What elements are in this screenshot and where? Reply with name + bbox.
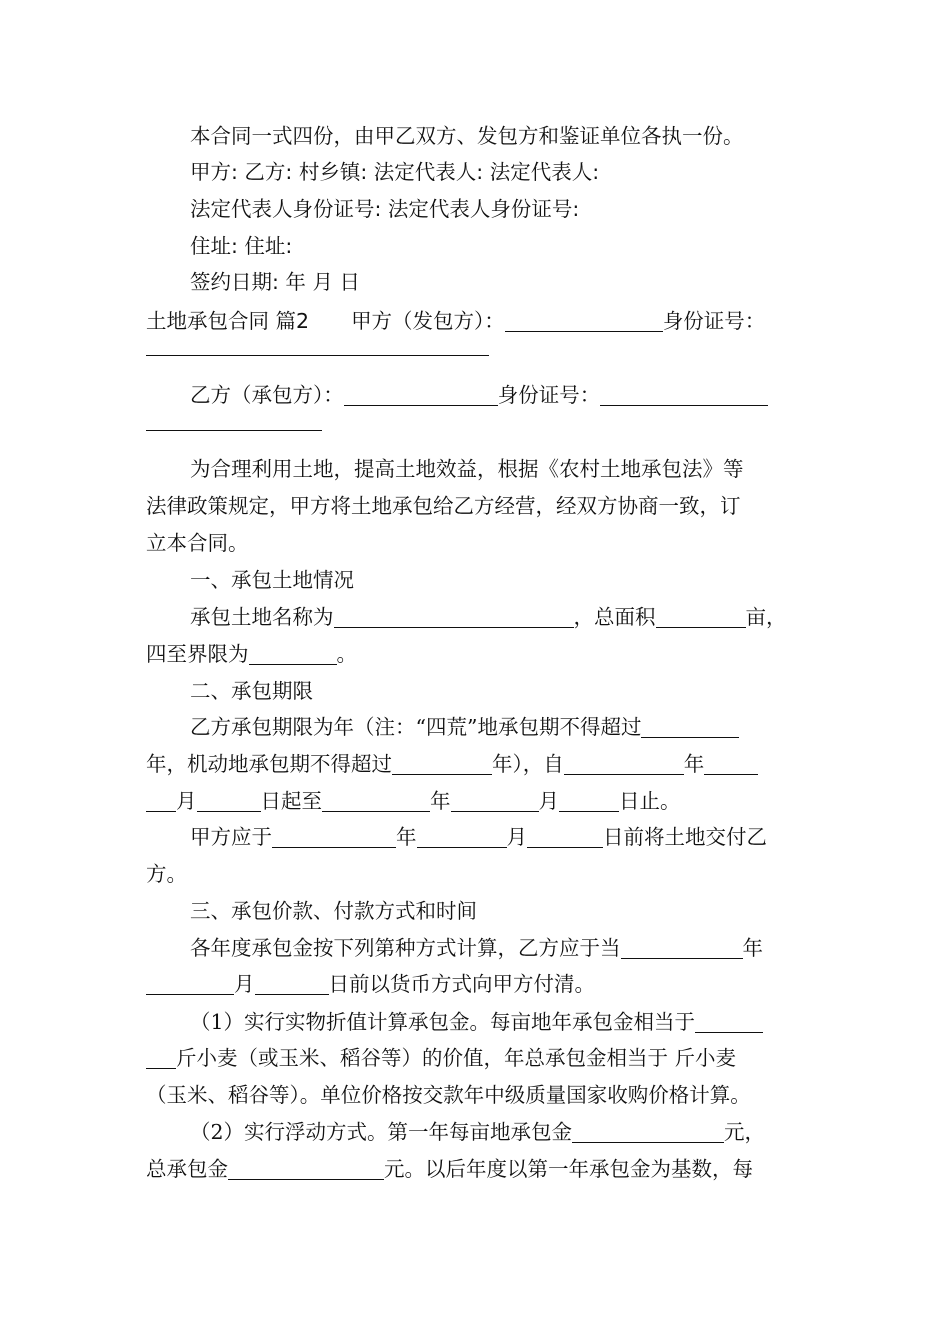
delivery-line xyxy=(190,823,767,851)
text-segment: 四至界限为 xyxy=(146,642,249,666)
text-segment: 承包土地名称为 xyxy=(190,605,334,629)
section-3-heading: 三、承包价款、付款方式和时间 xyxy=(190,899,477,923)
blank-field xyxy=(600,385,768,406)
party-b-line xyxy=(190,381,768,409)
text-segment: 。 xyxy=(336,642,357,666)
method-1-line-2 xyxy=(146,1044,736,1072)
blank-field xyxy=(451,791,539,812)
paragraph-copies: 本合同一式四份，由甲乙双方、发包方和鉴证单位各执一份。 xyxy=(190,124,744,148)
text-segment: （2）实行浮动方式。第一年每亩地承包金 xyxy=(190,1120,573,1144)
land-name-line xyxy=(190,603,787,631)
blank-field xyxy=(146,1048,176,1069)
text-segment: 年，机动地承包期不得超过 xyxy=(146,752,392,776)
paragraph-id-numbers: 法定代表人身份证号: 法定代表人身份证号: xyxy=(190,197,580,221)
id-label: 身份证号： xyxy=(662,309,766,333)
paragraph-parties: 甲方: 乙方: 村乡镇: 法定代表人: 法定代表人: xyxy=(190,160,600,184)
text-segment: 总承包金 xyxy=(146,1157,228,1181)
blank-field xyxy=(228,1159,384,1180)
blank-field xyxy=(272,827,396,848)
text-segment: 亩， xyxy=(745,605,787,629)
blank-field xyxy=(392,754,492,775)
blank-field xyxy=(146,791,176,812)
blank-field xyxy=(344,385,498,406)
method-1-line-3: （玉米、稻谷等）。单位价格按交款年中级质量国家收购价格计算。 xyxy=(146,1083,751,1107)
text-segment: 月 xyxy=(538,789,559,813)
blank-field xyxy=(527,827,603,848)
section-1-heading: 一、承包土地情况 xyxy=(190,568,354,592)
blank-field xyxy=(559,791,619,812)
text-segment: （1）实行实物折值计算承包金。每亩地年承包金相当于 xyxy=(190,1010,696,1034)
payment-line-1 xyxy=(190,934,763,962)
contract-title-line xyxy=(146,307,765,335)
text-segment: 日前以货币方式向甲方付清。 xyxy=(328,972,595,996)
boundary-line xyxy=(146,640,357,668)
method-2-line-1 xyxy=(190,1118,765,1146)
party-a-label: 甲方（发包方）： xyxy=(351,309,505,333)
method-1-line-1 xyxy=(190,1008,763,1036)
text-segment: 日止。 xyxy=(619,789,681,813)
term-line-2 xyxy=(146,750,758,778)
blank-field xyxy=(695,1012,763,1033)
text-segment: 甲方应于 xyxy=(190,825,272,849)
text-segment: 年），自 xyxy=(492,752,564,776)
blank-field xyxy=(322,791,430,812)
text-segment: 日前将土地交付乙 xyxy=(603,825,767,849)
intro-line-1: 为合理利用土地，提高土地效益，根据《农村土地承包法》等 xyxy=(190,457,744,481)
section-2-heading: 二、承包期限 xyxy=(190,679,313,703)
blank-field xyxy=(197,791,261,812)
text-segment: 年 xyxy=(683,752,705,776)
blank-field xyxy=(704,754,758,775)
text-segment: 元。以后年度以第一年承包金为基数，每 xyxy=(384,1157,753,1181)
text-segment: 月 xyxy=(176,789,197,813)
text-segment: 元， xyxy=(724,1120,766,1144)
text-segment: 各年度承包金按下列第种方式计算，乙方应于当 xyxy=(190,936,621,960)
paragraph-address: 住址: 住址: xyxy=(190,234,293,258)
text-segment: 年 xyxy=(396,825,417,849)
method-2-line-2 xyxy=(146,1155,753,1183)
blank-field xyxy=(146,430,322,431)
blank-field xyxy=(656,607,746,628)
blank-field xyxy=(146,974,234,995)
term-line-3 xyxy=(146,787,681,815)
blank-field xyxy=(417,827,507,848)
term-line-1 xyxy=(190,713,739,741)
text-segment: 斤小麦（或玉米、稻谷等）的价值，年总承包金相当于 斤小麦 xyxy=(176,1046,737,1070)
blank-field xyxy=(572,1122,724,1143)
text-segment: 日起至 xyxy=(260,789,322,813)
blank-field xyxy=(505,311,663,332)
blank-field xyxy=(146,355,489,356)
text-segment: 年 xyxy=(430,789,451,813)
blank-field xyxy=(621,938,743,959)
contract-title: 土地承包合同 篇2 xyxy=(146,309,310,333)
text-segment: 月 xyxy=(506,825,527,849)
intro-line-3: 立本合同。 xyxy=(146,531,249,555)
text-segment: ，总面积 xyxy=(573,605,656,629)
blank-field xyxy=(641,717,739,738)
delivery-line-end: 方。 xyxy=(146,862,187,886)
intro-line-2: 法律政策规定，甲方将土地承包给乙方经营，经双方协商一致，订 xyxy=(146,494,741,518)
blank-field xyxy=(255,974,329,995)
payment-line-2 xyxy=(146,970,595,998)
text-segment: 年 xyxy=(742,936,763,960)
id-label-b: 身份证号： xyxy=(497,383,601,407)
party-b-label: 乙方（承包方）： xyxy=(190,383,344,407)
blank-field xyxy=(249,644,337,665)
paragraph-sign-date: 签约日期: 年 月 日 xyxy=(190,270,360,294)
blank-field xyxy=(334,607,574,628)
text-segment: 乙方承包期限为年（注：“四荒”地承包期不得超过 xyxy=(190,715,642,739)
text-segment: 月 xyxy=(234,972,255,996)
blank-field xyxy=(564,754,684,775)
